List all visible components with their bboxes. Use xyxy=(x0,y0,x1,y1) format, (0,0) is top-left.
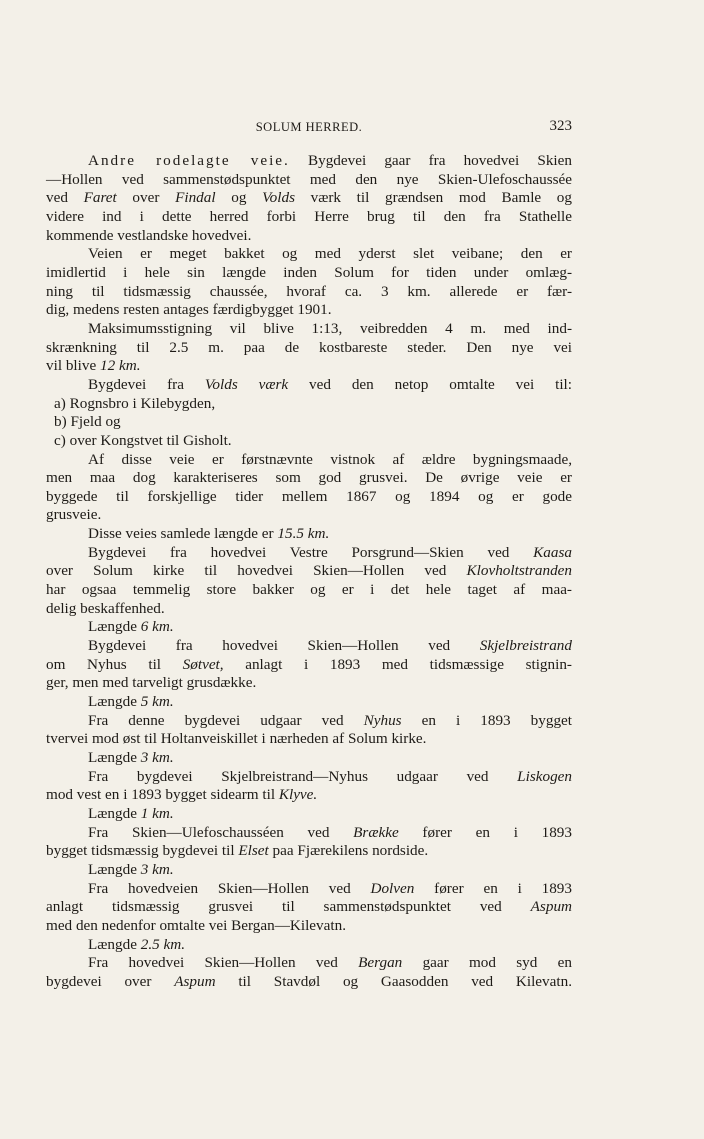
text-line: Fra hovedveien Skien—Hollen ved Dolven fører en i 1893 xyxy=(88,879,572,897)
text-line: Længde 6 km. xyxy=(88,618,174,636)
text-line: delig beskaffenhed. xyxy=(46,599,165,617)
text-line: om Nyhus til Søtvet, anlagt i 1893 med tidsmæssige stignin- xyxy=(46,655,572,673)
text-line: Længde 1 km. xyxy=(88,804,174,822)
text-line: anlagt tidsmæssig grusvei til sammenstødspunktet ved Aspum xyxy=(46,898,572,916)
running-title: SOLUM HERRED. xyxy=(255,120,363,134)
text-line: men maa dog karakteriseres som god grusvei. De øvrige veie er xyxy=(46,469,572,487)
text-line: Længde 3 km. xyxy=(88,749,174,766)
text-line: —Hollen ved sammenstødspunktet med den nye Skien-Ulefoschaussée xyxy=(46,170,572,188)
text-line: Længde 5 km. xyxy=(88,693,174,711)
body-text xyxy=(46,152,572,992)
text-line: ger, men med tarveligt grusdække. xyxy=(46,674,257,692)
text-line: dig, medens resten antages færdigbygget 1901. xyxy=(46,301,332,319)
text-line: vil blive 12 km. xyxy=(46,357,141,375)
text-line: Veien er meget bakket og med yderst slet veibane; den er xyxy=(88,245,572,263)
list-item: b) Fjeld og xyxy=(54,413,121,431)
text-line: Bygdevei fra hovedvei Vestre Porsgrund—Skien ved Kaasa xyxy=(88,543,572,561)
list-item: c) over Kongstvet til Gisholt. xyxy=(54,431,232,449)
text-line: Bygdevei fra hovedvei Skien—Hollen ved Skjelbreistrand xyxy=(88,637,572,655)
running-header xyxy=(46,117,572,139)
text-line: Bygdevei fra Volds værk ved den netop omtalte vei til: xyxy=(88,375,572,393)
text-line: Fra hovedvei Skien—Hollen ved Bergan gaar mod syd en xyxy=(88,954,572,972)
text-line: kommende vestlandske hovedvei. xyxy=(46,226,252,244)
text-line: byggede til forskjellige tider mellem 1867 og 1894 og er gode xyxy=(46,487,572,505)
text-line: ning til tidsmæssig chaussée, hvoraf ca. 3 km. allerede er fær- xyxy=(46,282,572,300)
text-line: Maksimumsstigning vil blive 1:13, veibredden 4 m. med ind- xyxy=(88,319,572,337)
text-line: imidlertid i hele sin længde inden Solum for tiden under omlæg- xyxy=(46,263,572,281)
text-line: bygget tidsmæssig bygdevei til Elset paa Fjærekilens nordside. xyxy=(46,842,429,860)
text-line: bygdevei over Aspum til Stavdøl og Gaasodden ved Kilevatn. xyxy=(46,972,572,990)
text-line: ved Faret over Findal og Volds værk til grændsen mod Bamle og xyxy=(46,189,572,207)
text-line: videre ind i dette herred forbi Herre brug til den fra Stathelle xyxy=(46,207,572,225)
text-line: skrænkning til 2.5 m. paa de kostbareste steder. Den nye vei xyxy=(46,338,572,356)
text-line: Af disse veie er førstnævnte vistnok af ældre bygningsmaade, xyxy=(88,450,572,468)
text-line: med den nedenfor omtalte vei Bergan—Kilevatn. xyxy=(46,916,346,934)
text-line: mod vest en i 1893 bygget sidearm til Klyve. xyxy=(46,786,318,804)
text-line: Længde 2.5 km. xyxy=(88,935,186,953)
text-line: har ogsaa temmelig store bakker og er i det hele taget af maa- xyxy=(46,581,572,599)
text-line: over Solum kirke til hovedvei Skien—Hollen ved Klovholtstranden xyxy=(46,562,572,580)
page-number: 323 xyxy=(549,118,572,134)
text-line: tvervei mod øst til Holtanveiskillet i nærheden af Solum kirke. xyxy=(46,730,427,748)
text-line: Disse veies samlede længde er 15.5 km. xyxy=(88,525,330,543)
list-item: a) Rognsbro i Kilebygden, xyxy=(54,394,216,412)
text-line: Fra bygdevei Skjelbreistrand—Nyhus udgaar ved Liskogen xyxy=(88,767,572,785)
text-line: Fra denne bygdevei udgaar ved Nyhus en i 1893 bygget xyxy=(88,711,573,729)
text-line: grusveie. xyxy=(46,506,102,524)
text-line: Andre rodelagte veie. Bygdevei gaar fra hovedvei Skien xyxy=(88,152,572,169)
text-line: Længde 3 km. xyxy=(88,860,174,878)
text-line: Fra Skien—Ulefoschausséen ved Brække fører en i 1893 xyxy=(88,823,572,841)
